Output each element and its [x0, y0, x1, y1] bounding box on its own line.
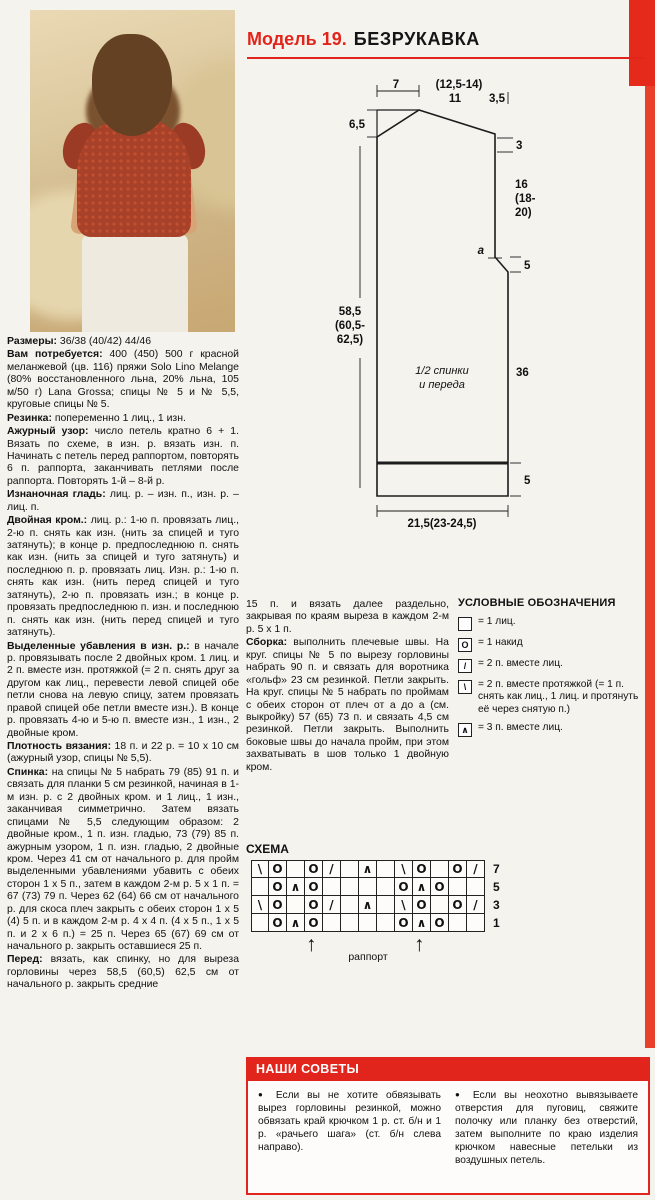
pattern-schematic	[322, 76, 537, 538]
skp-icon: \	[458, 680, 472, 694]
chart-cell	[377, 914, 395, 932]
paragraph-rib: Резинка: попеременно 1 лиц., 1 изн.	[7, 412, 186, 424]
tips-box	[246, 1057, 650, 1195]
model-hair	[92, 34, 172, 136]
instructions-column-middle	[246, 599, 449, 775]
legend-item: = 1 лиц.	[458, 616, 648, 631]
measure-shoulder: 11	[448, 93, 462, 105]
chart-cell: /	[467, 896, 485, 914]
tips-heading: НАШИ СОВЕТЫ	[246, 1057, 650, 1081]
chart-cell: O	[269, 914, 287, 932]
yarn-over-icon: O	[458, 638, 472, 652]
chart-cell: /	[323, 896, 341, 914]
chart-cell: /	[323, 860, 341, 878]
paragraph-materials: Вам потребуется: 400 (450) 500 г красной меланжевой (цв. 116) пряжи Solo Lino Melange (80% восстановленного льна, 20% льна, 105 м/50 г) Lana Grossa; спицы № 5 и № 5,5, круговые спицы № 5.	[7, 349, 239, 411]
chart-cell	[467, 914, 485, 932]
chart-cell	[341, 878, 359, 896]
model-number: Модель 19.	[247, 29, 347, 49]
schema-grid	[251, 860, 500, 932]
chart-cell	[287, 896, 305, 914]
measure-right-top: 3	[516, 140, 523, 152]
legend-item: ∧ = 3 п. вместе лиц.	[458, 722, 648, 737]
symbol-legend	[458, 597, 648, 743]
chart-cell	[251, 878, 269, 896]
model-skirt	[82, 234, 188, 332]
chart-row-number: 1	[493, 916, 500, 930]
rapport-arrow-right-icon: ↑	[414, 933, 425, 956]
chart-cell: O	[395, 914, 413, 932]
chart-cell: O	[269, 860, 287, 878]
rapport-arrow-left-icon: ↑	[306, 933, 317, 956]
chart-cell	[431, 896, 449, 914]
measure-height-2: (60,5-	[334, 320, 366, 332]
chart-cell	[359, 914, 377, 932]
page-title: БЕЗРУКАВКА	[353, 29, 480, 49]
tip-item: ● Если вы неохотно вывязываете отверстия для пуговиц, свяжите полочку или планку без отверстий, затем выполните по краю изделия крючком навесные петельки из воздушных петель.	[455, 1090, 638, 1167]
k3tog-icon: ∧	[458, 723, 472, 737]
paragraph-front: Перед: вязать, как спинку, но для выреза горловины через 58,5 (60,5) 62,5 см от начального р. закрыть средние	[7, 954, 239, 991]
chart-cell	[341, 896, 359, 914]
chart-cell: \	[251, 860, 269, 878]
chart-cell	[323, 878, 341, 896]
chart-cell: \	[395, 896, 413, 914]
legend-item: O = 1 накид	[458, 637, 648, 652]
chart-cell: O	[305, 896, 323, 914]
measure-neck-depth: 6,5	[349, 119, 365, 131]
chart-cell	[449, 878, 467, 896]
legend-heading: УСЛОВНЫЕ ОБОЗНАЧЕНИЯ	[458, 597, 616, 609]
measure-side: 36	[516, 367, 529, 379]
paragraph-gauge: Плотность вязания: 18 п. и 22 р. = 10 х 10 см (ажурный узор, спицы № 5,5).	[7, 741, 239, 765]
chart-cell	[251, 914, 269, 932]
legend-item: \ = 2 п. вместе протяжкой (= 1 п. снять как лиц., 1 лиц. и протянуть её через снятую п.)	[458, 679, 648, 716]
chart-cell: \	[395, 860, 413, 878]
measure-ribbing: 5	[524, 475, 531, 487]
chart-cell	[377, 878, 395, 896]
bullet-icon: ●	[258, 1090, 268, 1099]
chart-cell: ∧	[287, 914, 305, 932]
chart-cell	[341, 860, 359, 878]
paragraph-reverse-stockinette: Изнаночная гладь: лиц. р. – изн. п., изн. р. – лиц. п.	[7, 489, 239, 513]
model-photo	[30, 10, 235, 332]
knit-stitch-icon	[458, 617, 472, 631]
chart-cell: ∧	[359, 860, 377, 878]
measure-neck-width: 7	[392, 79, 400, 91]
paragraph-assembly: Сборка: выполнить плечевые швы. На круг. спицы № 5 по вырезу горловины набрать 90 п. и связать для воротника «гольф» 23 см резинкой. Петли закрыть. На круг. спицы № 5 набрать по проймам с обеих сторон от плеч от а до а (см. выкройку) 57 (65) 73 п. и связать 4,5 см резинкой. Петли закрыть. Выполнить боковые швы до начала пройм, при этом захватывать в шов только 1 двойную кром.	[246, 637, 449, 773]
chart-row-number: 7	[493, 862, 500, 876]
chart-row-number: 3	[493, 898, 500, 912]
paragraph-lace-pattern: Ажурный узор: число петель кратно 6 + 1. Вязать по схеме, в изн. р. вязать изн. п. Начинать с петель перед раппортом, повторять 6 п. раппорта, заканчивать петлями после раппорта. Повторять 1-й – 8-й р.	[7, 426, 239, 487]
k2tog-icon: /	[458, 659, 472, 673]
chart-cell	[467, 878, 485, 896]
schematic-caption-1: 1/2 спинки	[415, 365, 469, 377]
measure-armhole-1: 16	[515, 179, 528, 191]
chart-cell: O	[305, 878, 323, 896]
point-a-label: a	[477, 245, 484, 257]
chart-cell: O	[395, 878, 413, 896]
chart-cell: ∧	[413, 878, 431, 896]
chart-cell: O	[413, 896, 431, 914]
bullet-icon: ●	[455, 1090, 465, 1099]
chart-cell	[359, 878, 377, 896]
measure-armhole-bindoff: 5	[524, 260, 531, 272]
chart-cell: O	[449, 896, 467, 914]
tip-item: ● Если вы не хотите обвязывать вырез горловины резинкой, можно обвязать край крючком 1 р. ст. б/н и 1 р. «рачьего шага» (ст. б/н слева направо).	[258, 1090, 441, 1154]
chart-cell: ∧	[359, 896, 377, 914]
schema-heading: СХЕМА	[246, 842, 289, 856]
garment-outline	[377, 110, 508, 496]
instructions-column-left	[7, 336, 239, 993]
rapport-label: раппорт	[348, 951, 388, 963]
paragraph-sizes: Размеры: 36/38 (40/42) 44/46	[7, 336, 151, 347]
paragraph-decreases: Выделенные убавления в изн. р.: в начале р. провязывать после 2 двойных кром. 1 лиц. и 2 п. вместе изн. протяжкой (= 2 п. снять друг за другом как лиц., перевести левой спицей обе петли снова на левую спицу, затем провязать правой спицей обе петли вместе изн.). В конце р. провязать 4-ю и 5-ю п. вместе изн., 1 изн., 2 двойные кром.	[7, 640, 239, 739]
tips-body	[246, 1081, 650, 1195]
measure-bottom-width: 21,5(23-24,5)	[407, 518, 477, 530]
chart-cell: /	[467, 860, 485, 878]
chart-cell: O	[449, 860, 467, 878]
chart-cell	[431, 860, 449, 878]
page-edge-strip	[645, 0, 655, 1048]
chart-row-number: 5	[493, 880, 500, 894]
paragraph-double-selvedge: Двойная кром.: лиц. р.: 1-ю п. провязать лиц., 2-ю п. снять как изн. (нить за спицей и туго затянуть); в конце р. предпоследнюю п. снять как изн. (нить за спицей и туго затянуть) и последнюю п. р. провязать лиц. Изн. р.: 1-ю п. снять как изн. (нить перед спицей и туго затянуть), 2-ю п. провязать изн.; в конце р. провязать предпоследнюю п. изн. и последнюю п. снять как изн. (нить перед спицей и туго затянуть).	[7, 515, 239, 639]
chart-cell	[287, 860, 305, 878]
chart-cell: ∧	[413, 914, 431, 932]
schematic-caption-2: и переда	[419, 379, 465, 391]
chart-cell	[341, 914, 359, 932]
measure-shoulder-paren: (12,5-14)	[435, 79, 483, 91]
header-rule	[247, 57, 643, 59]
article-header	[247, 29, 480, 50]
chart-cell	[377, 896, 395, 914]
measure-armhole-2: (18-	[515, 193, 536, 205]
chart-cell	[323, 914, 341, 932]
chart-cell: O	[269, 896, 287, 914]
chart-cell: O	[305, 914, 323, 932]
legend-item: / = 2 п. вместе лиц.	[458, 658, 648, 673]
measure-shoulder-drop: 3,5	[489, 93, 505, 105]
chart-cell: O	[305, 860, 323, 878]
measure-height-1: 58,5	[338, 306, 362, 318]
page-corner-block	[629, 0, 655, 86]
chart-cell: ∧	[287, 878, 305, 896]
chart-cell: O	[431, 878, 449, 896]
paragraph-front-continued: 15 п. и вязать далее раздельно, закрывая по краям выреза в каждом 2-м р. 5 х 1 п.	[246, 599, 449, 635]
chart-cell: O	[269, 878, 287, 896]
paragraph-back: Спинка: на спицы № 5 набрать 79 (85) 91 п. и связать для планки 5 см резинкой, начиная в 1-м изн. р. с 2 двойных кром. и 1 лиц., 1 изн., заканчивая симметрично. Затем вязать спицами № 5,5 следующим образом: 2 двойные кром., 1 п. изн. гладью, 73 (79) 85 п. ажурным узором, 1 п. изн. гладью, 2 двойные кром. Через 41 см от начального р. для пройм выделенными убавлениями убавить с обеих сторон 1 х 5 п., затем в каждом 2-м р. 5 х 1 п. = 67 (73) 79 п. Через 62 (64) 66 см от начального р. для скоса плеч закрыть с обеих сторон 1 х 5 (4) 5 п. и в каждом 2-м р. 4 х 4 п. (4 х 5 п., 1 х 5 п. и 2 х 6 п.) = 25 п. Через 65 (67) 69 см от начального р. закрыть оставшиеся 25 п.	[7, 766, 239, 952]
chart-cell: O	[431, 914, 449, 932]
chart-cell	[377, 860, 395, 878]
chart-cell: \	[251, 896, 269, 914]
measure-armhole-3: 20)	[515, 207, 532, 219]
chart-cell: O	[413, 860, 431, 878]
chart-cell	[449, 914, 467, 932]
measure-height-3: 62,5)	[336, 334, 364, 346]
